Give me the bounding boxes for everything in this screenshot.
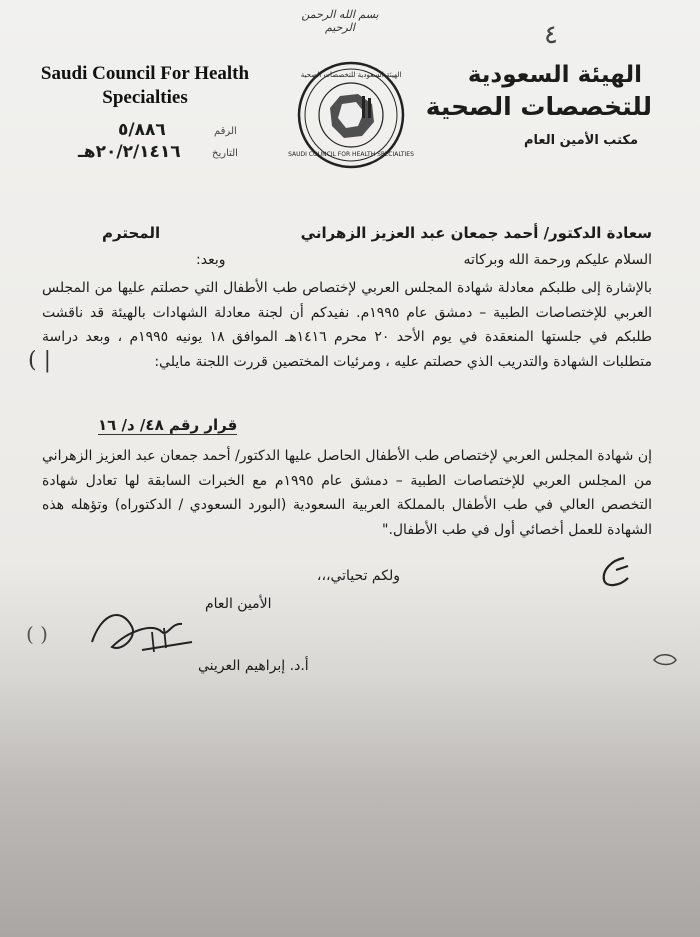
svg-text:الهيئة السعودية للتخصصات الصحي: الهيئة السعودية للتخصصات الصحية: [300, 71, 402, 79]
honorific: المحترم: [102, 224, 161, 242]
decision-paragraph: إن شهادة المجلس العربي لإختصاص طب الأطفال الحاصل عليها الدكتور/ أحمد جمعان عبد العزيز الزهراني من المجلس العربي للإختصاصات الطبية – دمشق عام ١٩٩٥م مع الخبرات السابقة لها تعادل شهادة التخصص العالي في طب الأطفال بالمملكة العربية السعودية (البورد السعودي / الدكتوراه) وتؤهله هذه الشهادة للعمل أخصائي أول في طب الأطفال.": [42, 448, 653, 538]
org-name-english: Saudi Council For Health Specialties: [40, 63, 250, 108]
svg-text:SAUDI COUNCIL FOR HEALTH SPECI: SAUDI COUNCIL FOR HEALTH SPECIALTIES: [288, 151, 414, 158]
handwritten-signature: [82, 602, 202, 662]
bismillah-header: بسم الله الرحمن الرحيم: [301, 8, 379, 34]
handwritten-initial: [594, 552, 634, 592]
date-label: التاريخ: [212, 148, 238, 159]
org-name-arabic-line2: للتخصصات الصحية: [425, 92, 652, 121]
reference-label: الرقم: [214, 126, 237, 137]
reference-number: ٥/٨٨٦: [118, 120, 166, 140]
org-name-arabic-line1: الهيئة السعودية: [467, 62, 642, 88]
margin-scribble: [650, 650, 680, 668]
closing-line: ولكم تحياتي،،،: [316, 568, 400, 584]
decision-number: قرار رقم ٤٨/ د/ ١٦: [98, 416, 238, 434]
handwritten-mark: ٤: [544, 20, 558, 50]
transition-word: وبعد:: [196, 252, 226, 268]
signatory-title: الأمين العام: [205, 596, 272, 612]
salutation: سعادة الدكتور/ أحمد جمعان عبد العزيز الزهراني: [300, 224, 652, 242]
margin-mark: ( |: [28, 348, 51, 373]
council-seal-logo: [288, 60, 414, 170]
body-paragraph: بالإشارة إلى طلبكم معادلة شهادة المجلس العربي لإختصاص طب الأطفال التي حصلتم عليها من المجلس العربي للإختصاصات الطبية – دمشق عام ١٩٩٥م. نفيدكم أن لجنة معادلة الشهادات بالهيئة قد ناقشت طلبكم في جلستها المنعقدة في يوم الأحد ٢٠ محرم ١٤١٦هـ الموافق ١٨ يونيه ١٩٩٥م ، وبعد دراسة متطلبات الشهادة والتدريب الذي حصلتم عليه ، ومرئيات المختصين قررت اللجنة مايلي:: [42, 280, 652, 370]
signatory-name: أ.د. إبراهيم العريني: [198, 658, 309, 674]
date-value: ٢٠/٢/١٤١٦هـ: [78, 142, 181, 162]
margin-mark-lower: ( ): [26, 622, 48, 646]
office-label: مكتب الأمين العام: [523, 133, 638, 148]
greeting: السلام عليكم ورحمة الله وبركاته: [463, 252, 652, 268]
